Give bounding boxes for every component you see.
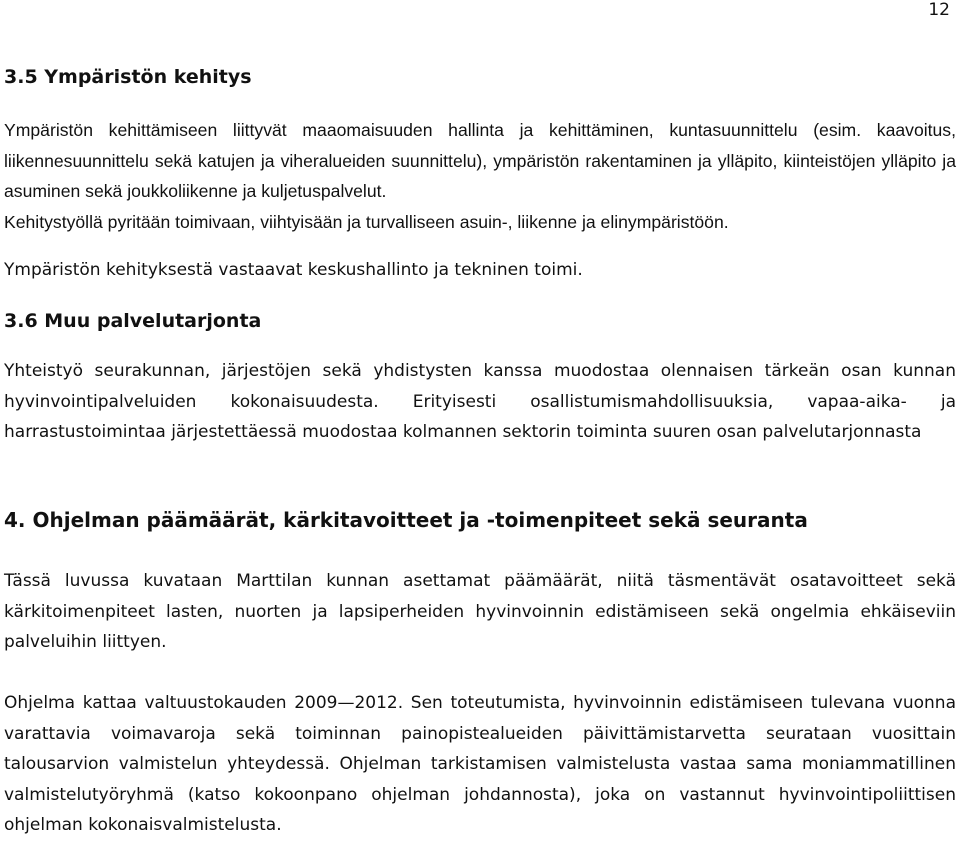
section-heading-3-5: 3.5 Ympäristön kehitys [4, 66, 252, 88]
section-heading-3-6: 3.6 Muu palvelutarjonta [4, 310, 262, 332]
paragraph-development-goal: Kehitystyöllä pyritään toimivaan, viihtyisään ja turvalliseen asuin-, liikenne ja elinympäristöön. [4, 212, 729, 232]
chapter-heading-4: 4. Ohjelman päämäärät, kärkitavoitteet ja -toimenpiteet sekä seuranta [4, 508, 808, 532]
page-number: 12 [928, 0, 950, 20]
paragraph-program-period: Ohjelma kattaa valtuustokauden 2009—2012. Sen toteutumista, hyvinvoinnin edistämiseen tulevana vuonna varattavia voimavaroja sekä toiminnan painopistealueiden päivittämistarvetta seurataan vuosittain talousarvion valmistelun yhteydessä. Ohjelman tarkistamisen valmistelusta vastaa sama moniammatillinen valmistelutyöryhmä (katso kokoonpano ohjelman johdannosta), joka on vastannut hyvinvointipoliittisen ohjelman kokonaisvalmistelusta. [4, 693, 956, 836]
paragraph-other-services: Yhteistyö seurakunnan, järjestöjen sekä yhdistysten kanssa muodostaa olennaisen tärkeän osan kunnan hyvinvointipalveluiden kokonaisuudesta. Erityisesti osallistumismahdollisuuksia, vapaa-aika- ja harrastustoimintaa järjestettäessä muodostaa kolmannen sektorin toiminta suuren osan palvelutarjonnasta [4, 361, 956, 443]
paragraph-chapter-intro: Tässä luvussa kuvataan Marttilan kunnan asettamat päämäärät, niitä täsmentävät osatavoitteet sekä kärkitoimenpiteet lasten, nuorten ja lapsiperheiden hyvinvoinnin edistämiseen sekä ongelmia ehkäiseviin palveluihin liittyen. [4, 571, 956, 653]
paragraph-environment-development: Ympäristön kehittämiseen liittyvät maaomaisuuden hallinta ja kehittäminen, kuntasuunnittelu (esim. kaavoitus, liikennesuunnittelu sekä katujen ja viheralueiden suunnittelu), ympäristön rakentaminen ja ylläpito, kiinteistöjen ylläpito ja asuminen sekä joukkoliikenne ja kuljetuspalvelut. [4, 120, 956, 202]
paragraph-responsibility: Ympäristön kehityksestä vastaavat keskushallinto ja tekninen toimi. [4, 260, 583, 280]
